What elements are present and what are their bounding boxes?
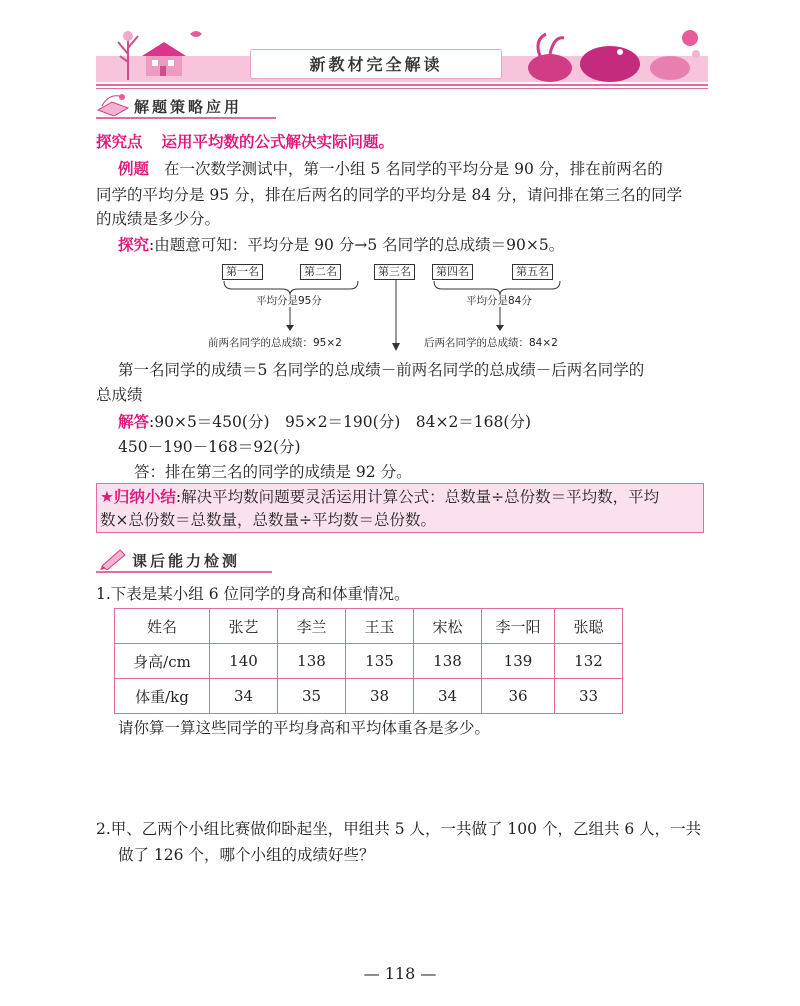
example-label: 例题	[118, 160, 150, 178]
answer-line-2: 450－190－168＝92(分)	[118, 438, 301, 456]
answer-line-1	[118, 411, 531, 433]
answer-text-1: :90×5＝450(分) 95×2＝190(分) 84×2＝168(分)	[149, 413, 531, 431]
table-cell: 李一阳	[482, 609, 555, 644]
explore-text: :由题意可知：平均分是 90 分	[149, 236, 355, 254]
summary-line-1	[100, 486, 659, 508]
section-underline	[96, 571, 272, 573]
table-cell: 138	[414, 644, 482, 679]
explore-label: 探究	[118, 236, 150, 254]
arrow-right-icon: →	[354, 236, 368, 254]
formula-line-2: 总成绩	[96, 386, 143, 404]
table-cell: 38	[346, 679, 414, 714]
header-stripe	[96, 84, 708, 86]
table-cell: 140	[210, 644, 278, 679]
formula-line-1: 第一名同学的成绩＝5 名同学的总成绩－前两名同学的总成绩－后两名同学的	[118, 361, 645, 379]
pencil-icon	[98, 546, 128, 570]
example-line-1	[118, 158, 663, 180]
example-text-1: 在一次数学测试中，第一小组 5 名同学的平均分是 90 分，排在前两名的	[163, 160, 663, 178]
section-title-strategy: 解题策略应用	[134, 98, 243, 116]
table-cell: 王玉	[346, 609, 414, 644]
table-cell: 35	[278, 679, 346, 714]
question-1-ask: 请你算一算这些同学的平均身高和平均体重各是多少。	[118, 719, 491, 737]
table-cell: 139	[482, 644, 555, 679]
house-tree-illustration	[100, 14, 220, 84]
page-number: — 118 —	[363, 964, 437, 983]
table-row	[115, 679, 623, 714]
table-cell: 体重/kg	[115, 679, 210, 714]
table-cell: 34	[414, 679, 482, 714]
table-cell: 李兰	[278, 609, 346, 644]
question-1-text: 1.下表是某小组 6 位同学的身高和体重情况。	[96, 585, 410, 603]
explore-point-text: 运用平均数的公式解决实际问题。	[161, 133, 394, 151]
header-stripe	[96, 88, 708, 89]
table-cell: 34	[210, 679, 278, 714]
answer-label: 解答	[118, 413, 150, 431]
question-2-line-2: 做了 126 个，哪个小组的成绩好些？	[118, 846, 375, 864]
rank-box-5: 第五名	[512, 264, 553, 280]
page-header-title: 新教材完全解读	[309, 55, 443, 74]
explore-line	[118, 234, 564, 256]
table-cell: 姓名	[115, 609, 210, 644]
rank-box-1: 第一名	[222, 264, 263, 280]
table-cell: 张艺	[210, 609, 278, 644]
table-cell: 135	[346, 644, 414, 679]
explore-point-label: 探究点	[96, 133, 143, 151]
summary-label: ★归纳小结	[100, 488, 176, 506]
section-title-test: 课后能力检测	[132, 552, 241, 570]
table-header-row	[115, 609, 623, 644]
book-icon	[96, 92, 130, 116]
rank-box-2: 第二名	[300, 264, 341, 280]
example-line-3: 的成绩是多少分。	[96, 210, 221, 228]
avg-front-label: 平均分是95分	[256, 295, 322, 307]
table-cell: 138	[278, 644, 346, 679]
section-underline	[96, 117, 276, 119]
table-cell: 36	[482, 679, 555, 714]
avg-back-label: 平均分是84分	[466, 295, 532, 307]
explore-point-line	[96, 131, 394, 153]
summary-text-1: :解决平均数问题要灵活运用计算公式：总数量÷总份数＝平均数，平均	[175, 488, 660, 506]
table-cell: 身高/cm	[115, 644, 210, 679]
flower-bush-illustration	[520, 18, 710, 84]
table-cell: 宋松	[414, 609, 482, 644]
answer-line-3: 答：排在第三名的同学的成绩是 92 分。	[134, 463, 412, 481]
question-2-line-1: 2.甲、乙两个小组比赛做仰卧起坐，甲组共 5 人，一共做了 100 个，乙组共 6 人，一共	[96, 820, 702, 838]
summary-line-2: 数×总份数＝总数量，总数量÷平均数＝总份数。	[100, 511, 436, 529]
rank-box-3: 第三名	[374, 264, 415, 280]
explore-text-2: 5 名同学的总成绩＝90×5。	[367, 236, 565, 254]
rank-box-4: 第四名	[432, 264, 473, 280]
table-row	[115, 644, 623, 679]
total-front-label: 前两名同学的总成绩：95×2	[208, 337, 342, 349]
height-weight-table	[114, 608, 623, 714]
table-cell: 132	[555, 644, 623, 679]
total-back-label: 后两名同学的总成绩：84×2	[424, 337, 558, 349]
table-cell: 张聪	[555, 609, 623, 644]
table-cell: 33	[555, 679, 623, 714]
example-line-2: 同学的平均分是 95 分，排在后两名的同学的平均分是 84 分，请问排在第三名的同学	[96, 186, 683, 204]
